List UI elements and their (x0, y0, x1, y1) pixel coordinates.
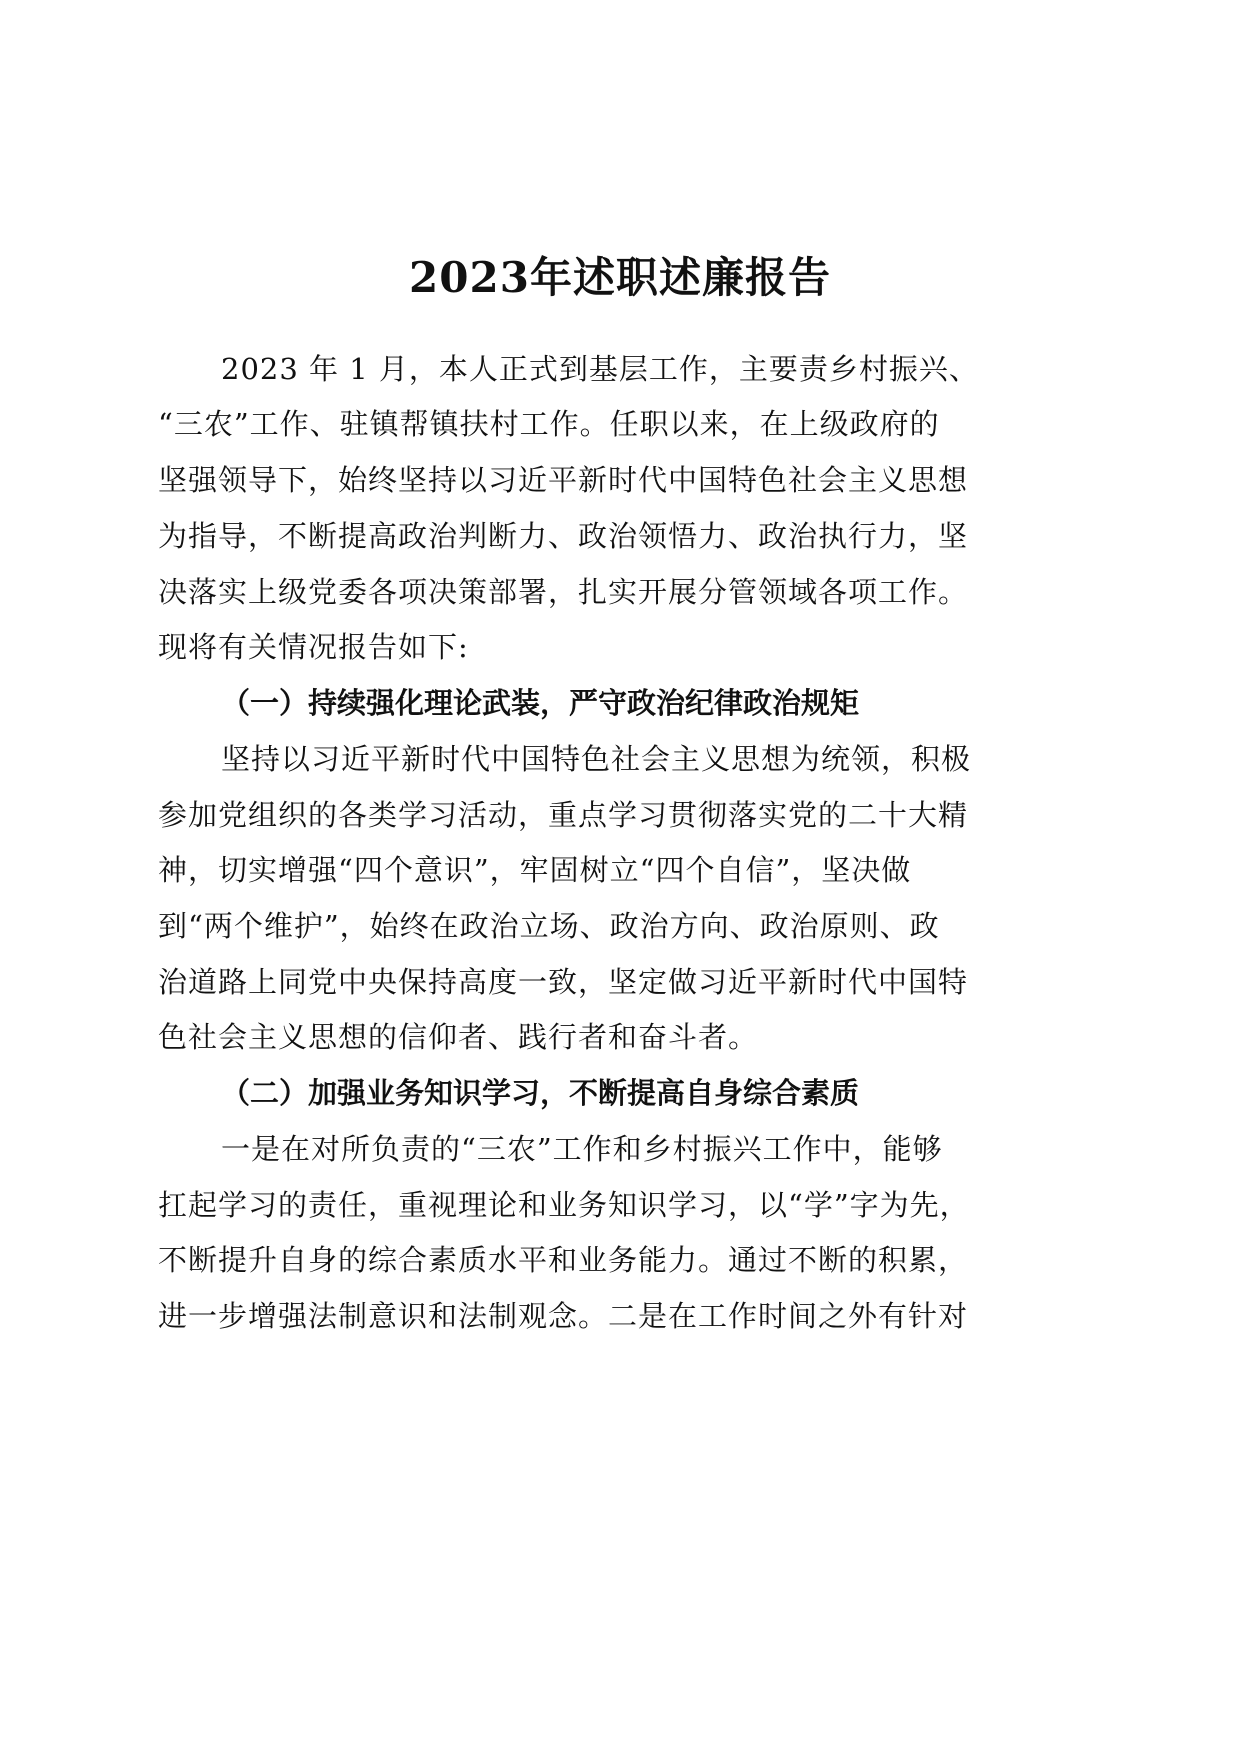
paragraph-line: 参加党组织的各类学习活动，重点学习贯彻落实党的二十大精 (158, 798, 969, 832)
paragraph-line: 进一步增强法制意识和法制观念。二是在工作时间之外有针对 (158, 1299, 969, 1333)
section-heading: （一）持续强化理论武装，严守政治纪律政治规矩 (221, 686, 860, 720)
paragraph-line: 一是在对所负责的“三农”工作和乡村振兴工作中，能够 (221, 1132, 943, 1166)
paragraph-line: 2023 年 1 月，本人正式到基层工作，主要责乡村振兴、 (221, 352, 979, 386)
paragraph-line: 不断提升自身的综合素质水平和业务能力。通过不断的积累， (158, 1243, 969, 1277)
paragraph-line: 现将有关情况报告如下: (158, 630, 469, 664)
paragraph-line: 到“两个维护”，始终在政治立场、政治方向、政治原则、政 (158, 909, 940, 943)
paragraph-line: 治道路上同党中央保持高度一致，坚定做习近平新时代中国特 (158, 965, 969, 999)
paragraph-line: 扛起学习的责任，重视理论和业务知识学习，以“学”字为先， (158, 1188, 970, 1222)
paragraph-line: 决落实上级党委各项决策部署，扎实开展分管领域各项工作。 (158, 575, 969, 609)
document-title: 2023年述职述廉报告 (409, 253, 831, 302)
section-heading: （二）加强业务知识学习，不断提高自身综合素质 (221, 1076, 860, 1110)
paragraph-line: 神，切实增强“四个意识”，牢固树立“四个自信”，坚决做 (158, 853, 912, 887)
paragraph-line: “三农”工作、驻镇帮镇扶村工作。任职以来，在上级政府的 (158, 407, 940, 441)
paragraph-line: 为指导，不断提高政治判断力、政治领悟力、政治执行力，坚 (158, 519, 969, 553)
paragraph-line: 色社会主义思想的信仰者、践行者和奋斗者。 (158, 1020, 759, 1054)
paragraph-line: 坚强领导下，始终坚持以习近平新时代中国特色社会主义思想 (158, 463, 969, 497)
paragraph-line: 坚持以习近平新时代中国特色社会主义思想为统领，积极 (221, 742, 972, 776)
